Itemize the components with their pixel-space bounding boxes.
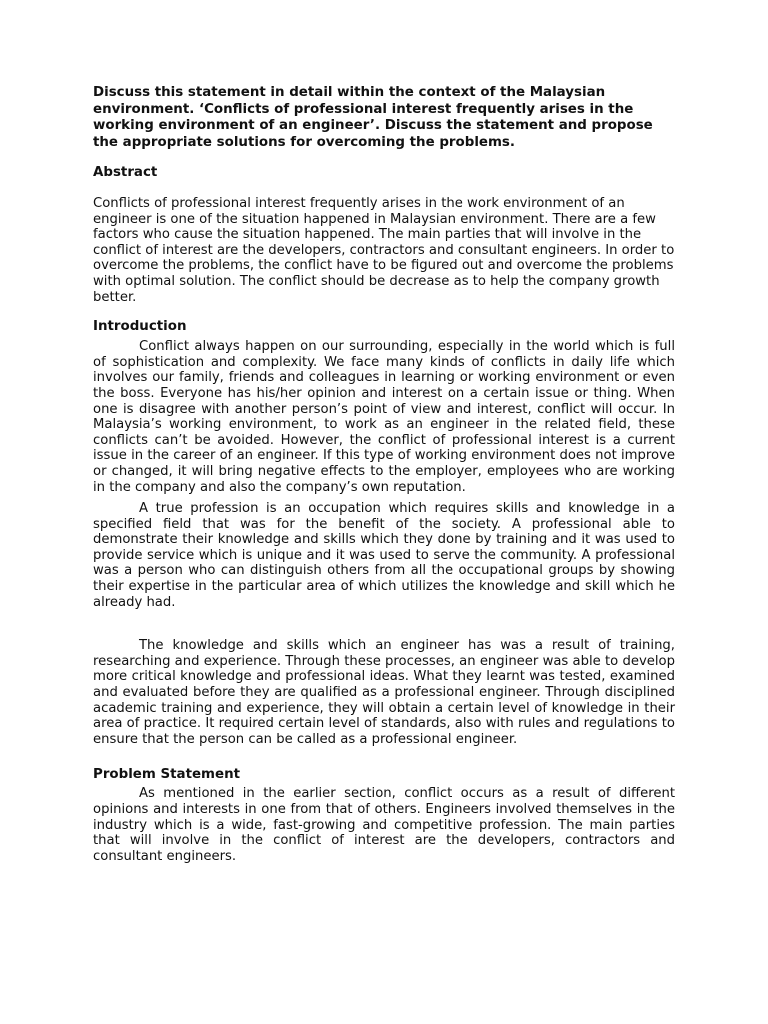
introduction-paragraph-3: The knowledge and skills which an engineer has was a result of training, researching and experience. Through these processes, an engineer was able to develop more critical knowledge and professional ideas. What they learnt was tested, examined and evaluated before they are qualified as a professional engineer. Through disciplined academic training and experience, they will obtain a certain level of knowledge in their area of practice. It required certain level of standards, also with rules and regulations to ensure that the person can be called as a professional engineer. bbox=[93, 638, 675, 747]
introduction-heading: Introduction bbox=[93, 319, 187, 335]
problem-statement-heading: Problem Statement bbox=[93, 767, 241, 783]
abstract-heading: Abstract bbox=[93, 165, 158, 180]
introduction-paragraph-1: Conflict always happen on our surrounding, especially in the world which is full of sophistication and complexity. We face many kinds of conflicts in daily life which involves our family, friends and colleagues in learning or working environment or even the boss. Everyone has his/her opinion and interest on a certain issue or thing. When one is disagree with another person’s point of view and interest, conflict will occur. In Malaysia’s working environment, to work as an engineer in the related field, these conflicts can’t be avoided. However, the conflict of professional interest is a current issue in the career of an engineer. If this type of working environment does not improve or changed, it will bring negative effects to the employer, employees who are working in the company and also the company’s own reputation. bbox=[93, 339, 675, 495]
introduction-paragraph-2: A true profession is an occupation which requires skills and knowledge in a specified field that was for the benefit of the society. A professional able to demonstrate their knowledge and skills which they done by training and it was used to provide service which is unique and it was used to serve the community. A professional was a person who can distinguish others from all the occupational groups by showing their expertise in the particular area of which utilizes the knowledge and skill which he already had. bbox=[93, 501, 675, 610]
document-title: Discuss this statement in detail within the context of the Malaysian environment. ‘Conflicts of professional interest frequently arises in the working environment of an engineer’. Discuss the statement and propose the appropriate solutions for overcoming the problems. bbox=[93, 85, 653, 150]
problem-statement-paragraph-1: As mentioned in the earlier section, conflict occurs as a result of different opinions and interests in one from that of others. Engineers involved themselves in the industry which is a wide, fast-growing and competitive profession. The main parties that will involve in the conflict of interest are the developers, contractors and consultant engineers. bbox=[93, 786, 675, 864]
document-page bbox=[93, 85, 675, 864]
abstract-paragraph: Conflicts of professional interest frequently arises in the work environment of an engineer is one of the situation happened in Malaysian environment. There are a few factors who cause the situation happened. The main parties that will involve in the conflict of interest are the developers, contractors and consultant engineers. In order to overcome the problems, the conflict have to be figured out and overcome the problems with optimal solution. The conflict should be decrease as to help the company growth better. bbox=[93, 196, 675, 305]
